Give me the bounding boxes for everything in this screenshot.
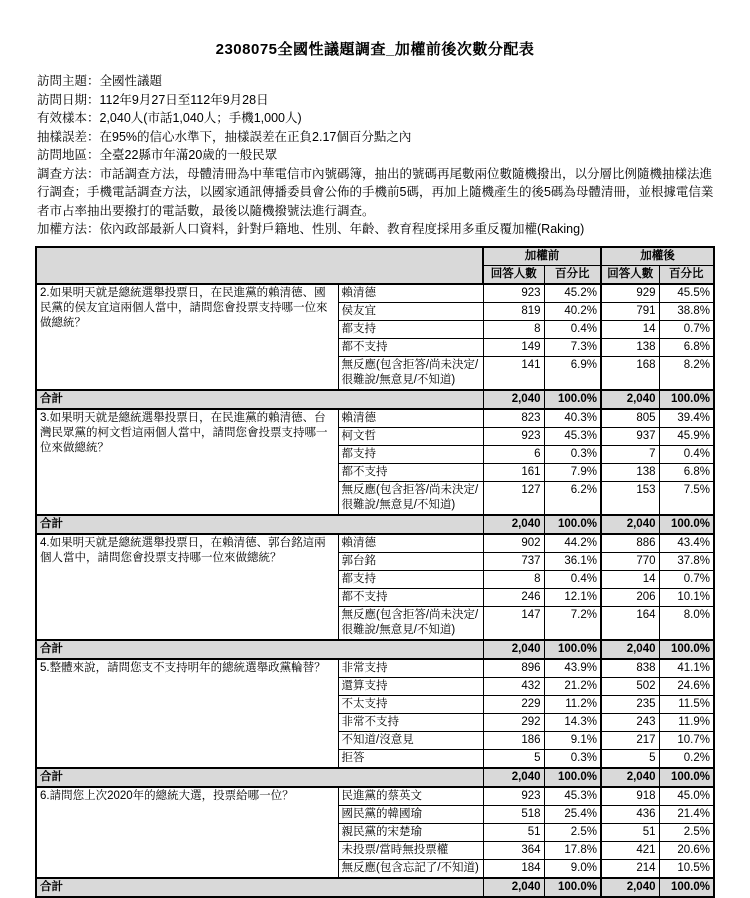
total-pre-percent-cell: 100.0% — [544, 515, 601, 534]
pre-count-cell: 246 — [483, 588, 544, 606]
pre-percent-cell: 7.9% — [544, 463, 601, 481]
post-count-cell: 7 — [601, 445, 659, 463]
total-label-cell: 合計 — [36, 390, 483, 409]
option-cell: 都支持 — [338, 445, 483, 463]
post-count-cell: 217 — [601, 731, 659, 749]
post-count-cell: 937 — [601, 427, 659, 445]
total-post-count-cell: 2,040 — [601, 878, 659, 897]
pre-count-cell: 127 — [483, 481, 544, 515]
pre-count-cell: 8 — [483, 570, 544, 588]
pre-count-cell: 823 — [483, 409, 544, 428]
option-cell: 親民黨的宋楚瑜 — [338, 823, 483, 841]
pre-percent-cell: 43.9% — [544, 659, 601, 678]
post-percent-cell: 10.7% — [659, 731, 714, 749]
total-post-count-cell: 2,040 — [601, 515, 659, 534]
option-cell: 都不支持 — [338, 463, 483, 481]
option-cell: 賴清德 — [338, 284, 483, 303]
post-count-cell: 168 — [601, 356, 659, 390]
post-count-cell: 206 — [601, 588, 659, 606]
pre-count-cell: 149 — [483, 338, 544, 356]
total-pre-count-cell: 2,040 — [483, 390, 544, 409]
post-percent-cell: 45.0% — [659, 787, 714, 806]
post-count-cell: 5 — [601, 749, 659, 768]
pre-percent-cell: 17.8% — [544, 841, 601, 859]
pre-percent-cell: 0.4% — [544, 320, 601, 338]
pre-count-cell: 51 — [483, 823, 544, 841]
pre-percent-cell: 45.3% — [544, 427, 601, 445]
pre-count-cell: 292 — [483, 713, 544, 731]
total-label-cell: 合計 — [36, 515, 483, 534]
table-container — [35, 246, 750, 898]
post-percent-cell: 45.5% — [659, 284, 714, 303]
post-percent-cell: 39.4% — [659, 409, 714, 428]
pre-percent-cell: 25.4% — [544, 805, 601, 823]
pre-count-cell: 186 — [483, 731, 544, 749]
pre-count-cell: 923 — [483, 787, 544, 806]
total-label-cell: 合計 — [36, 640, 483, 659]
pre-percent-cell: 45.3% — [544, 787, 601, 806]
question-cell: 5.整體來說，請問您支不支持明年的總統選舉政黨輪替？ — [36, 659, 338, 768]
option-cell: 還算支持 — [338, 677, 483, 695]
pre-percent-cell: 7.2% — [544, 606, 601, 640]
post-count-cell: 243 — [601, 713, 659, 731]
option-cell: 不知道/沒意見 — [338, 731, 483, 749]
post-count-cell: 214 — [601, 859, 659, 878]
option-cell: 民進黨的蔡英文 — [338, 787, 483, 806]
meta-method: 調查方法：市話調查方法，母體清冊為中華電信市內號碼簿，抽出的號碼再尾數兩位數隨機撥出，以分層比例隨機抽樣法進行調查；手機電話調查方法，以國家通訊傳播委員會公佈的手機前5碼，再加上隨機產生的後5碼為母體清冊，並根據電信業者市占率抽出要撥打的電話數，最後以隨機撥號法進行調查。 — [37, 166, 714, 218]
post-count-cell: 770 — [601, 552, 659, 570]
pre-count-cell: 161 — [483, 463, 544, 481]
post-count-cell: 502 — [601, 677, 659, 695]
option-cell: 賴清德 — [338, 409, 483, 428]
pre-count-cell: 902 — [483, 534, 544, 553]
post-count-cell: 918 — [601, 787, 659, 806]
option-cell: 都支持 — [338, 570, 483, 588]
post-percent-cell: 8.0% — [659, 606, 714, 640]
option-row — [36, 534, 714, 553]
post-percent-cell: 6.8% — [659, 338, 714, 356]
post-percent-cell: 6.8% — [659, 463, 714, 481]
total-row — [36, 390, 714, 409]
post-count-cell: 138 — [601, 338, 659, 356]
question-block — [36, 659, 714, 787]
pre-percent-cell: 40.2% — [544, 302, 601, 320]
post-count-cell: 886 — [601, 534, 659, 553]
pre-percent-cell: 6.2% — [544, 481, 601, 515]
post-percent-cell: 10.5% — [659, 859, 714, 878]
post-count-cell: 14 — [601, 570, 659, 588]
post-percent-cell: 37.8% — [659, 552, 714, 570]
post-percent-cell: 7.5% — [659, 481, 714, 515]
option-cell: 無反應(包含忘記了/不知道) — [338, 859, 483, 878]
total-pre-percent-cell: 100.0% — [544, 640, 601, 659]
meta-weighting: 加權方法：依內政部最新人口資料，針對戶籍地、性別、年齡、教育程度採用多重反覆加權(Raking) — [37, 222, 585, 236]
post-percent-header: 百分比 — [659, 265, 714, 284]
pre-percent-cell: 0.3% — [544, 749, 601, 768]
total-pre-percent-cell: 100.0% — [544, 878, 601, 897]
total-post-percent-cell: 100.0% — [659, 768, 714, 787]
pre-percent-cell: 14.3% — [544, 713, 601, 731]
pre-count-cell: 432 — [483, 677, 544, 695]
total-post-percent-cell: 100.0% — [659, 390, 714, 409]
question-cell: 2.如果明天就是總統選舉投票日，在民進黨的賴清德、國民黨的侯友宜這兩個人當中，請問您會投票支持哪一位來做總統？ — [36, 284, 338, 390]
question-block — [36, 284, 714, 409]
pre-percent-cell: 9.1% — [544, 731, 601, 749]
pre-respondents-header: 回答人數 — [483, 265, 544, 284]
post-percent-cell: 0.7% — [659, 570, 714, 588]
post-count-cell: 164 — [601, 606, 659, 640]
pre-percent-cell: 36.1% — [544, 552, 601, 570]
pre-percent-cell: 21.2% — [544, 677, 601, 695]
post-percent-cell: 0.2% — [659, 749, 714, 768]
post-percent-cell: 41.1% — [659, 659, 714, 678]
post-respondents-header: 回答人數 — [601, 265, 659, 284]
pre-count-cell: 141 — [483, 356, 544, 390]
post-percent-cell: 24.6% — [659, 677, 714, 695]
pre-count-cell: 8 — [483, 320, 544, 338]
post-count-cell: 138 — [601, 463, 659, 481]
post-percent-cell: 2.5% — [659, 823, 714, 841]
pre-count-cell: 5 — [483, 749, 544, 768]
pre-percent-cell: 9.0% — [544, 859, 601, 878]
total-pre-percent-cell: 100.0% — [544, 768, 601, 787]
post-percent-cell: 43.4% — [659, 534, 714, 553]
pre-count-cell: 6 — [483, 445, 544, 463]
post-count-cell: 14 — [601, 320, 659, 338]
pre-weight-group-header: 加權前 — [483, 247, 601, 266]
pre-count-cell: 184 — [483, 859, 544, 878]
post-percent-cell: 38.8% — [659, 302, 714, 320]
total-row — [36, 768, 714, 787]
option-cell: 未投票/當時無投票權 — [338, 841, 483, 859]
option-cell: 侯友宜 — [338, 302, 483, 320]
pre-percent-cell: 12.1% — [544, 588, 601, 606]
option-cell: 郭台銘 — [338, 552, 483, 570]
post-count-cell: 235 — [601, 695, 659, 713]
pre-count-cell: 229 — [483, 695, 544, 713]
option-cell: 拒答 — [338, 749, 483, 768]
option-row — [36, 284, 714, 303]
pre-percent-cell: 0.4% — [544, 570, 601, 588]
total-row — [36, 515, 714, 534]
total-post-count-cell: 2,040 — [601, 390, 659, 409]
pre-count-cell: 364 — [483, 841, 544, 859]
option-cell: 非常支持 — [338, 659, 483, 678]
total-post-count-cell: 2,040 — [601, 768, 659, 787]
total-pre-count-cell: 2,040 — [483, 768, 544, 787]
meta-area: 訪問地區：全臺22縣市年滿20歲的一般民眾 — [37, 148, 278, 162]
pre-percent-cell: 40.3% — [544, 409, 601, 428]
option-cell: 國民黨的韓國瑜 — [338, 805, 483, 823]
total-label-cell: 合計 — [36, 878, 483, 897]
total-label-cell: 合計 — [36, 768, 483, 787]
total-post-count-cell: 2,040 — [601, 640, 659, 659]
post-weight-group-header: 加權後 — [601, 247, 714, 266]
total-post-percent-cell: 100.0% — [659, 515, 714, 534]
question-block — [36, 409, 714, 534]
total-pre-count-cell: 2,040 — [483, 878, 544, 897]
option-cell: 非常不支持 — [338, 713, 483, 731]
total-pre-count-cell: 2,040 — [483, 640, 544, 659]
post-count-cell: 929 — [601, 284, 659, 303]
frequency-table — [35, 246, 715, 898]
post-count-cell: 153 — [601, 481, 659, 515]
post-percent-cell: 8.2% — [659, 356, 714, 390]
page-title: 2308075全國性議題調查_加權前後次數分配表 — [215, 41, 535, 58]
question-block — [36, 787, 714, 897]
option-cell: 無反應(包含拒答/尚未決定/很難說/無意見/不知道) — [338, 481, 483, 515]
post-percent-cell: 20.6% — [659, 841, 714, 859]
post-count-cell: 791 — [601, 302, 659, 320]
pre-percent-cell: 45.2% — [544, 284, 601, 303]
post-percent-cell: 11.9% — [659, 713, 714, 731]
table-header — [36, 247, 714, 284]
pre-count-cell: 737 — [483, 552, 544, 570]
total-row — [36, 878, 714, 897]
post-count-cell: 805 — [601, 409, 659, 428]
post-percent-cell: 45.9% — [659, 427, 714, 445]
question-cell: 6.請問您上次2020年的總統大選，投票給哪一位？ — [36, 787, 338, 878]
meta-sample: 有效樣本：2,040人(市話1,040人；手機1,000人) — [37, 111, 302, 125]
option-cell: 都不支持 — [338, 588, 483, 606]
post-percent-cell: 0.7% — [659, 320, 714, 338]
pre-count-cell: 896 — [483, 659, 544, 678]
post-count-cell: 421 — [601, 841, 659, 859]
total-pre-count-cell: 2,040 — [483, 515, 544, 534]
post-percent-cell: 21.4% — [659, 805, 714, 823]
corner-cell — [36, 247, 483, 284]
pre-percent-cell: 0.3% — [544, 445, 601, 463]
meta-topic: 訪問主題：全國性議題 — [37, 74, 163, 88]
post-percent-cell: 11.5% — [659, 695, 714, 713]
pre-percent-cell: 6.9% — [544, 356, 601, 390]
survey-info — [37, 72, 720, 239]
pre-percent-cell: 2.5% — [544, 823, 601, 841]
option-cell: 都不支持 — [338, 338, 483, 356]
pre-percent-cell: 7.3% — [544, 338, 601, 356]
meta-error: 抽樣誤差：在95%的信心水準下，抽樣誤差在正負2.17個百分點之內 — [37, 129, 412, 144]
pre-count-cell: 147 — [483, 606, 544, 640]
question-cell: 4.如果明天就是總統選舉投票日，在賴清德、郭台銘這兩個人當中，請問您會投票支持哪一位來做總統？ — [36, 534, 338, 640]
meta-date: 訪問日期：112年9月27日至112年9月28日 — [37, 92, 269, 107]
post-count-cell: 436 — [601, 805, 659, 823]
option-row — [36, 409, 714, 428]
total-pre-percent-cell: 100.0% — [544, 390, 601, 409]
total-post-percent-cell: 100.0% — [659, 640, 714, 659]
post-percent-cell: 0.4% — [659, 445, 714, 463]
option-row — [36, 787, 714, 806]
option-cell: 柯文哲 — [338, 427, 483, 445]
post-count-cell: 51 — [601, 823, 659, 841]
pre-percent-header: 百分比 — [544, 265, 601, 284]
pre-count-cell: 819 — [483, 302, 544, 320]
pre-percent-cell: 44.2% — [544, 534, 601, 553]
pre-count-cell: 923 — [483, 427, 544, 445]
option-cell: 都支持 — [338, 320, 483, 338]
option-cell: 無反應(包含拒答/尚未決定/很難說/無意見/不知道) — [338, 356, 483, 390]
question-cell: 3.如果明天就是總統選舉投票日，在民進黨的賴清德、台灣民眾黨的柯文哲這兩個人當中，請問您會投票支持哪一位來做總統？ — [36, 409, 338, 515]
pre-count-cell: 518 — [483, 805, 544, 823]
pre-percent-cell: 11.2% — [544, 695, 601, 713]
pre-count-cell: 923 — [483, 284, 544, 303]
option-cell: 不太支持 — [338, 695, 483, 713]
option-cell: 賴清德 — [338, 534, 483, 553]
total-row — [36, 640, 714, 659]
option-cell: 無反應(包含拒答/尚未決定/很難說/無意見/不知道) — [338, 606, 483, 640]
post-count-cell: 838 — [601, 659, 659, 678]
post-percent-cell: 10.1% — [659, 588, 714, 606]
question-block — [36, 534, 714, 659]
header-group-row — [36, 247, 714, 266]
option-row — [36, 659, 714, 678]
total-post-percent-cell: 100.0% — [659, 878, 714, 897]
